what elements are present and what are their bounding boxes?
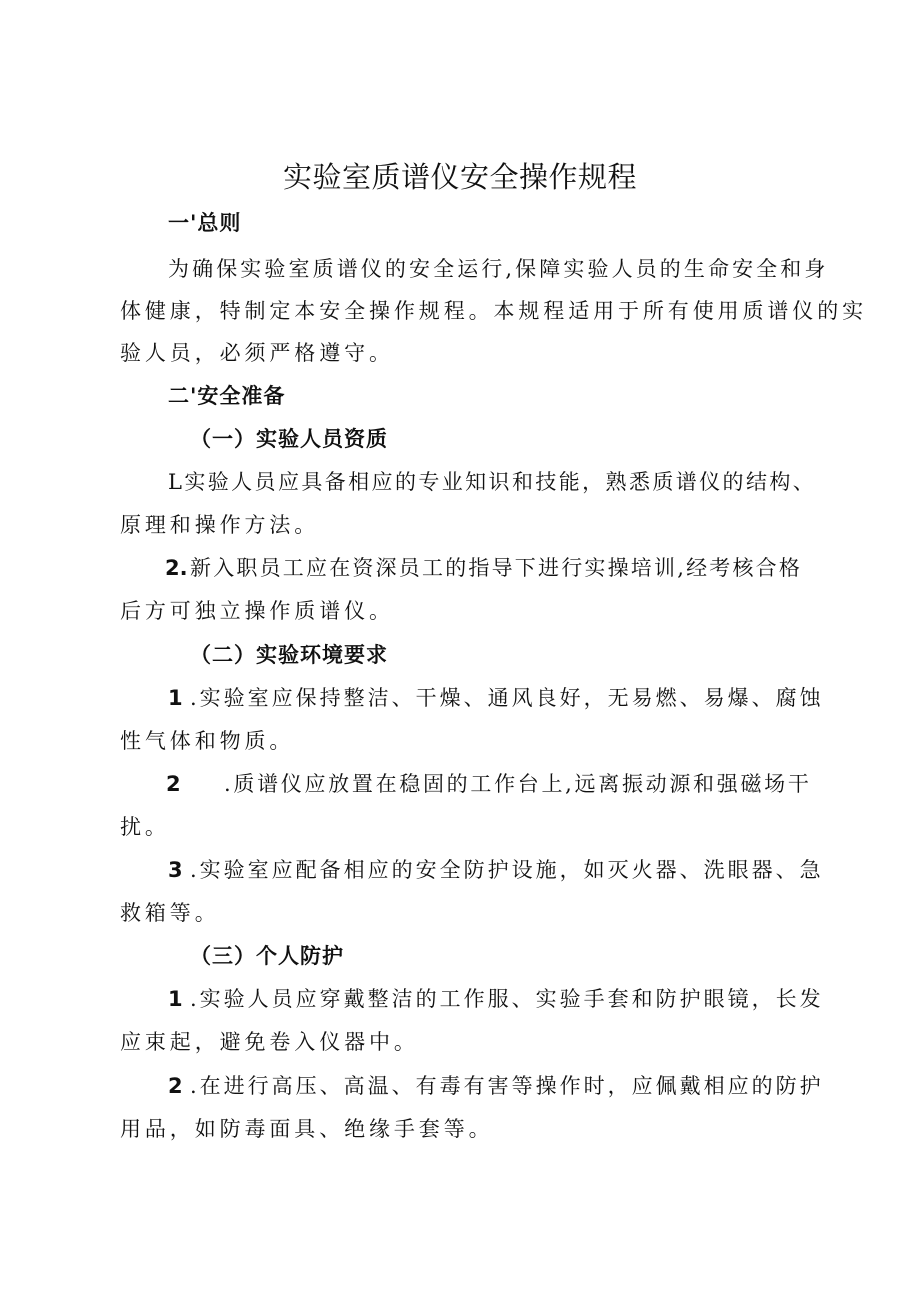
environment-item-3-line-2: 救箱等。 [120,901,220,925]
qualification-item-2-line-2: 后方可独立操作质谱仪。 [120,599,394,623]
protection-item-1-line-2: 应束起，避免卷入仪器中。 [120,1030,419,1054]
protection-item-2-line-1: .在进行高压、高温、有毒有害等操作时，应佩戴相应的防护 [190,1074,824,1098]
general-paragraph-line-1: 为确保实验室质谱仪的安全运行,保障实验人员的生命安全和身 [168,257,829,281]
environment-item-2-line-1: .质谱仪应放置在稳固的工作台上,远离振动源和强磁场干 [224,772,812,796]
general-paragraph-line-3: 验人员，必须严格遵守。 [120,341,394,365]
environment-item-1-number: 1 [168,686,183,710]
general-paragraph-line-2: 体健康，特制定本安全操作规程。本规程适用于所有使用质谱仪的实 [120,299,867,323]
qualification-item-1-line-1: L实验人员应具备相应的专业知识和技能，熟悉质谱仪的结构、 [168,470,817,494]
qualification-item-2-number: 2. [165,556,188,580]
protection-item-2-number: 2 [168,1074,183,1098]
protection-item-1-number: 1 [168,987,183,1011]
environment-item-2-line-2: 扰。 [120,815,170,839]
environment-item-1-line-1: .实验室应保持整洁、干燥、通风良好，无易燃、易爆、腐蚀 [190,686,824,710]
protection-item-1-line-1: .实验人员应穿戴整洁的工作服、实验手套和防护眼镜，长发 [190,987,824,1011]
environment-item-3-line-1: .实验室应配备相应的安全防护设施，如灭火器、洗眼器、急 [190,858,824,882]
protection-item-2-line-2: 用品，如防毒面具、绝缘手套等。 [120,1117,494,1141]
subsection-heading-environment: （二）实验环境要求 [190,643,388,667]
qualification-item-2-line-1: 新入职员工应在资深员工的指导下进行实操培训,经考核合格 [190,556,803,580]
document-title: 实验室质谱仪安全操作规程 [282,160,637,194]
section-heading-general: 一'总则 [168,211,242,235]
environment-item-2-number: 2 [166,772,181,796]
qualification-item-1-line-2: 原理和操作方法。 [120,513,320,537]
environment-item-3-number: 3 [168,858,183,882]
subsection-heading-qualification: （一）实验人员资质 [190,427,388,451]
section-heading-preparation: 二'安全准备 [168,384,286,408]
environment-item-1-line-2: 性气体和物质。 [120,729,295,753]
subsection-heading-protection: （三）个人防护 [190,944,344,968]
